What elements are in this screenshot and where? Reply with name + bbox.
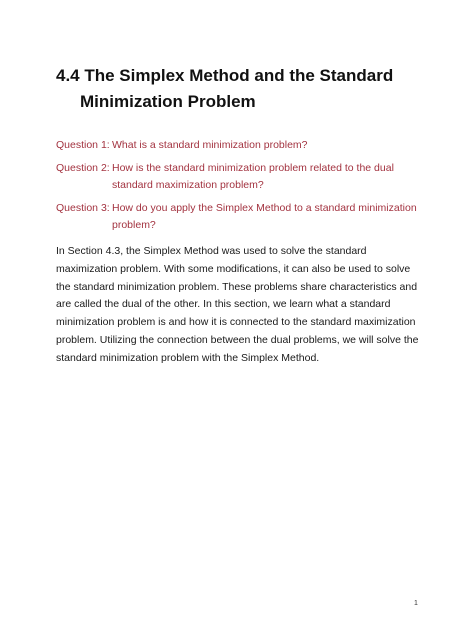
question-item-1 xyxy=(56,137,426,154)
section-title-line-2: Minimization Problem xyxy=(80,92,256,111)
question-label: Question 2: xyxy=(56,162,110,174)
question-item-2 xyxy=(56,160,426,194)
section-title xyxy=(56,63,436,115)
question-text: How is the standard minimization problem related to the dual standard maximization problem? xyxy=(112,162,394,191)
page-number: 1 xyxy=(414,600,418,607)
question-label: Question 1: xyxy=(56,139,110,151)
question-item-3 xyxy=(56,200,426,234)
question-label: Question 3: xyxy=(56,202,110,214)
section-title-line-1: 4.4 The Simplex Method and the Standard xyxy=(56,66,394,85)
question-list xyxy=(56,137,426,240)
intro-paragraph: In Section 4.3, the Simplex Method was used to solve the standard maximization problem. With some modifications, it can also be used to solve the standard minimization problem. These problems share characteristics and are called the dual of the other. In this section, we learn what a standard minimization problem is and how it is connected to the standard maximization problem. Utilizing the connection between the dual problems, we will solve the standard minimization problem with the Simplex Method. xyxy=(56,245,419,364)
question-text: What is a standard minimization problem? xyxy=(112,139,308,151)
question-text: How do you apply the Simplex Method to a standard minimization problem? xyxy=(112,202,417,231)
